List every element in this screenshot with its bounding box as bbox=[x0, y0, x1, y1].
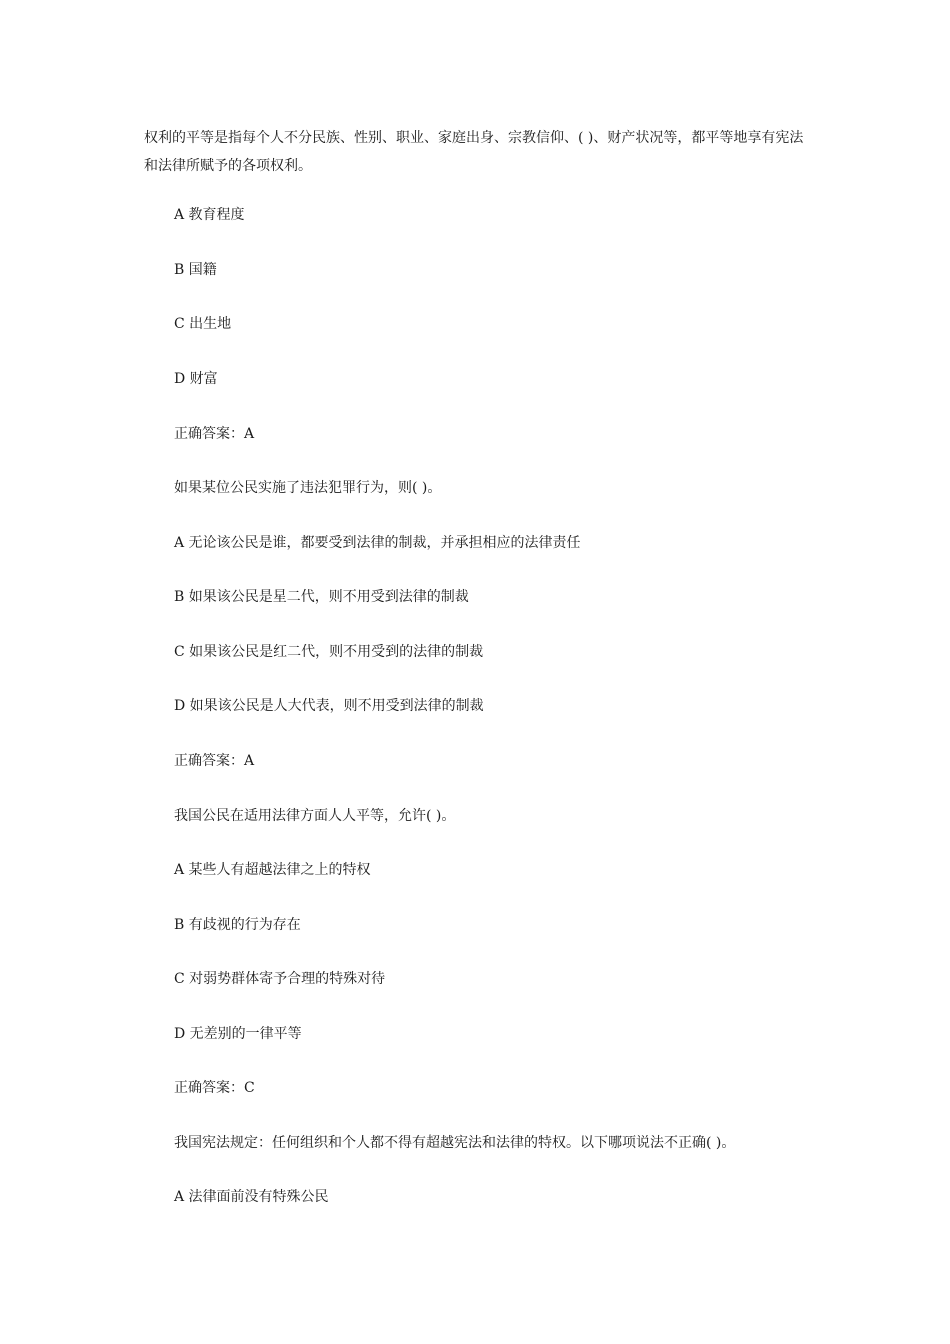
question-1-text: 权利的平等是指每个人不分民族、性别、职业、家庭出身、宗教信仰、( )、财产状况等，都平等地享有宪法和法律所赋予的各项权利。 bbox=[144, 130, 804, 174]
question-1-answer: 正确答案：A bbox=[174, 426, 255, 442]
question-3-text: 我国公民在适用法律方面人人平等，允许( )。 bbox=[174, 808, 456, 824]
question-2-answer: 正确答案：A bbox=[174, 753, 255, 769]
question-2-option-a: A 无论该公民是谁，都要受到法律的制裁，并承担相应的法律责任 bbox=[174, 535, 581, 551]
question-2-text: 如果某位公民实施了违法犯罪行为，则( )。 bbox=[174, 480, 442, 496]
question-1-option-b: B 国籍 bbox=[174, 262, 217, 278]
question-4-option-a: A 法律面前没有特殊公民 bbox=[174, 1189, 329, 1205]
question-3-option-c: C 对弱势群体寄予合理的特殊对待 bbox=[174, 971, 386, 987]
question-2-option-d: D 如果该公民是人大代表，则不用受到法律的制裁 bbox=[174, 698, 484, 714]
question-3-option-b: B 有歧视的行为存在 bbox=[174, 917, 301, 933]
question-1-option-a: A 教育程度 bbox=[174, 207, 245, 223]
question-3-answer: 正确答案：C bbox=[174, 1080, 255, 1096]
question-2-option-c: C 如果该公民是红二代，则不用受到的法律的制裁 bbox=[174, 644, 484, 660]
question-3-option-a: A 某些人有超越法律之上的特权 bbox=[174, 862, 371, 878]
question-1-option-d: D 财富 bbox=[174, 371, 218, 387]
question-4-text: 我国宪法规定：任何组织和个人都不得有超越宪法和法律的特权。以下哪项说法不正确( )。 bbox=[174, 1135, 736, 1151]
question-2-option-b: B 如果该公民是星二代，则不用受到法律的制裁 bbox=[174, 589, 469, 605]
question-1-option-c: C 出生地 bbox=[174, 316, 232, 332]
question-3-option-d: D 无差别的一律平等 bbox=[174, 1026, 302, 1042]
